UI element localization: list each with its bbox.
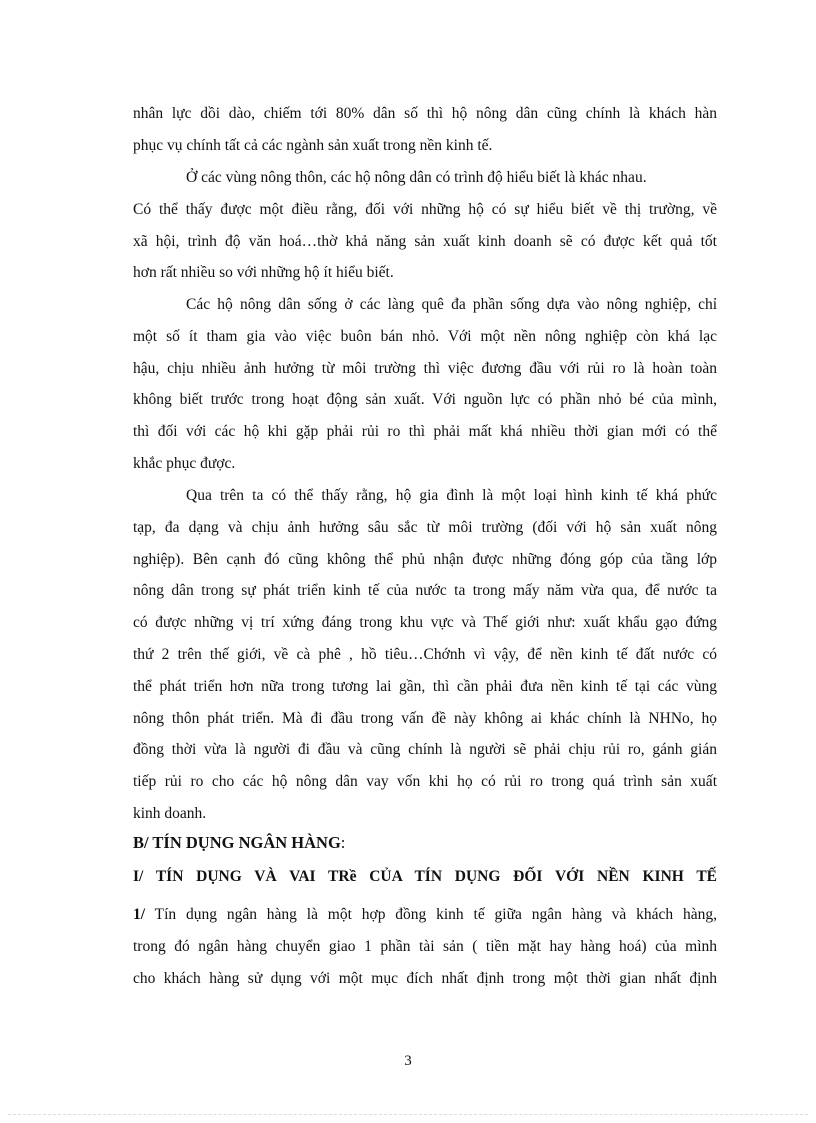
paragraph-3 — [133, 289, 717, 480]
paragraph-line: hơn rất nhiều so với những hộ ít hiểu biết. — [133, 264, 394, 282]
paragraph-line: kinh doanh. — [133, 804, 207, 822]
paragraph-line: nông dân trong sự phát triển kinh tế của nước ta trong mấy năm vừa qua, để nước ta — [133, 582, 717, 600]
paragraph-line: nông thôn phát triển. Mà đi đầu trong vấn đề này không ai khác chính là NHNo, họ — [133, 709, 717, 727]
paragraph-line: Có thể thấy được một điều rằng, đối với những hộ có sự hiểu biết về thị trường, về — [133, 200, 717, 218]
paragraph-1 — [133, 98, 717, 162]
paragraph-line: thì đối với các hộ khi gặp phải rủi ro thì phải mất khá nhiều thời gian mới có thể — [133, 423, 717, 441]
paragraph-line: đồng thời vừa là người đi đầu và cũng chính là người sẽ phải chịu rủi ro, gánh gián — [133, 741, 717, 759]
section-b-heading — [133, 833, 345, 853]
section-b-title: B/ TÍN DỤNG NGÂN HÀNG — [133, 833, 341, 852]
section-b-colon: : — [340, 833, 346, 852]
paragraph-line: Ở các vùng nông thôn, các hộ nông dân có trình độ hiểu biết là khác nhau. — [186, 169, 647, 186]
definition-number: 1/ — [133, 906, 146, 923]
paragraph-line: xã hội, trình độ văn hoá…thờ khả năng sản xuất kinh doanh sẽ có được kết quả tốt — [133, 232, 717, 250]
paragraph-line — [133, 899, 717, 931]
paragraph-2 — [133, 162, 717, 289]
paragraph-line: có được những vị trí xứng đáng trong khu vực và Thế giới như: xuất khẩu gạo đứng — [133, 614, 717, 632]
paragraph-line: tạp, đa dạng và chịu ảnh hưởng sâu sắc từ môi trường (đối với hộ sản xuất nông — [133, 518, 717, 536]
paragraph-line: trong đó ngân hàng chuyển giao 1 phần tài sản ( tiền mặt hay hàng hoá) của mình — [133, 937, 717, 955]
paragraph-line: Các hộ nông dân sống ở các làng quê đa phần sống dựa vào nông nghiệp, chỉ — [186, 296, 717, 313]
paragraph-line: tiếp rủi ro cho các hộ nông dân vay vốn khi họ có rủi ro trong quá trình sản xuất — [133, 773, 717, 791]
definition-paragraph — [133, 899, 717, 994]
paragraph-line: cho khách hàng sử dụng với một mục đích nhất định trong một thời gian nhất định — [133, 969, 717, 987]
page-number: 3 — [404, 1053, 412, 1069]
paragraph-4 — [133, 480, 717, 830]
section-i-heading — [133, 868, 717, 886]
paragraph-line: Qua trên ta có thể thấy rằng, hộ gia đình là một loại hình kinh tế khá phức — [186, 487, 717, 504]
paragraph-line: hậu, chịu nhiều ảnh hưởng từ môi trường thì việc đương đầu với rủi ro là hoàn toàn — [133, 359, 717, 377]
paragraph-line: một số ít tham gia vào việc buôn bán nhỏ. Với một nền nông nghiệp còn khá lạc — [133, 327, 717, 345]
paragraph-line: thứ 2 trên thế giới, về cà phê , hồ tiêu…Chớnh vì vậy, để nền kinh tế đất nước có — [133, 645, 717, 663]
definition-text: Tín dụng ngân hàng là một hợp đồng kinh tế giữa ngân hàng và khách hàng, — [145, 906, 717, 923]
paragraph-line: nhân lực dồi dào, chiếm tới 80% dân số thì hộ nông dân cũng chính là khách hàn — [133, 105, 717, 122]
page-bottom-border — [8, 1114, 808, 1115]
paragraph-line: phục vụ chính tất cả các ngành sản xuất trong nền kinh tế. — [133, 136, 493, 154]
paragraph-line: khắc phục được. — [133, 454, 236, 472]
paragraph-line: nghiệp). Bên cạnh đó cũng không thể phủ nhận được những đóng góp của tầng lớp — [133, 550, 717, 568]
paragraph-line: thể phát triển hơn nữa trong tương lai gần, thì cần phải đưa nền kinh tế tại các vùng — [133, 677, 717, 695]
paragraph-line: không biết trước trong hoạt động sản xuất. Với nguồn lực có phần nhỏ bé của mình, — [133, 391, 717, 409]
section-i-title: I/ TÍN DỤNG VÀ VAI TRề CỦA TÍN DỤNG ĐỐI VỚI NỀN KINH TẾ — [133, 868, 717, 885]
